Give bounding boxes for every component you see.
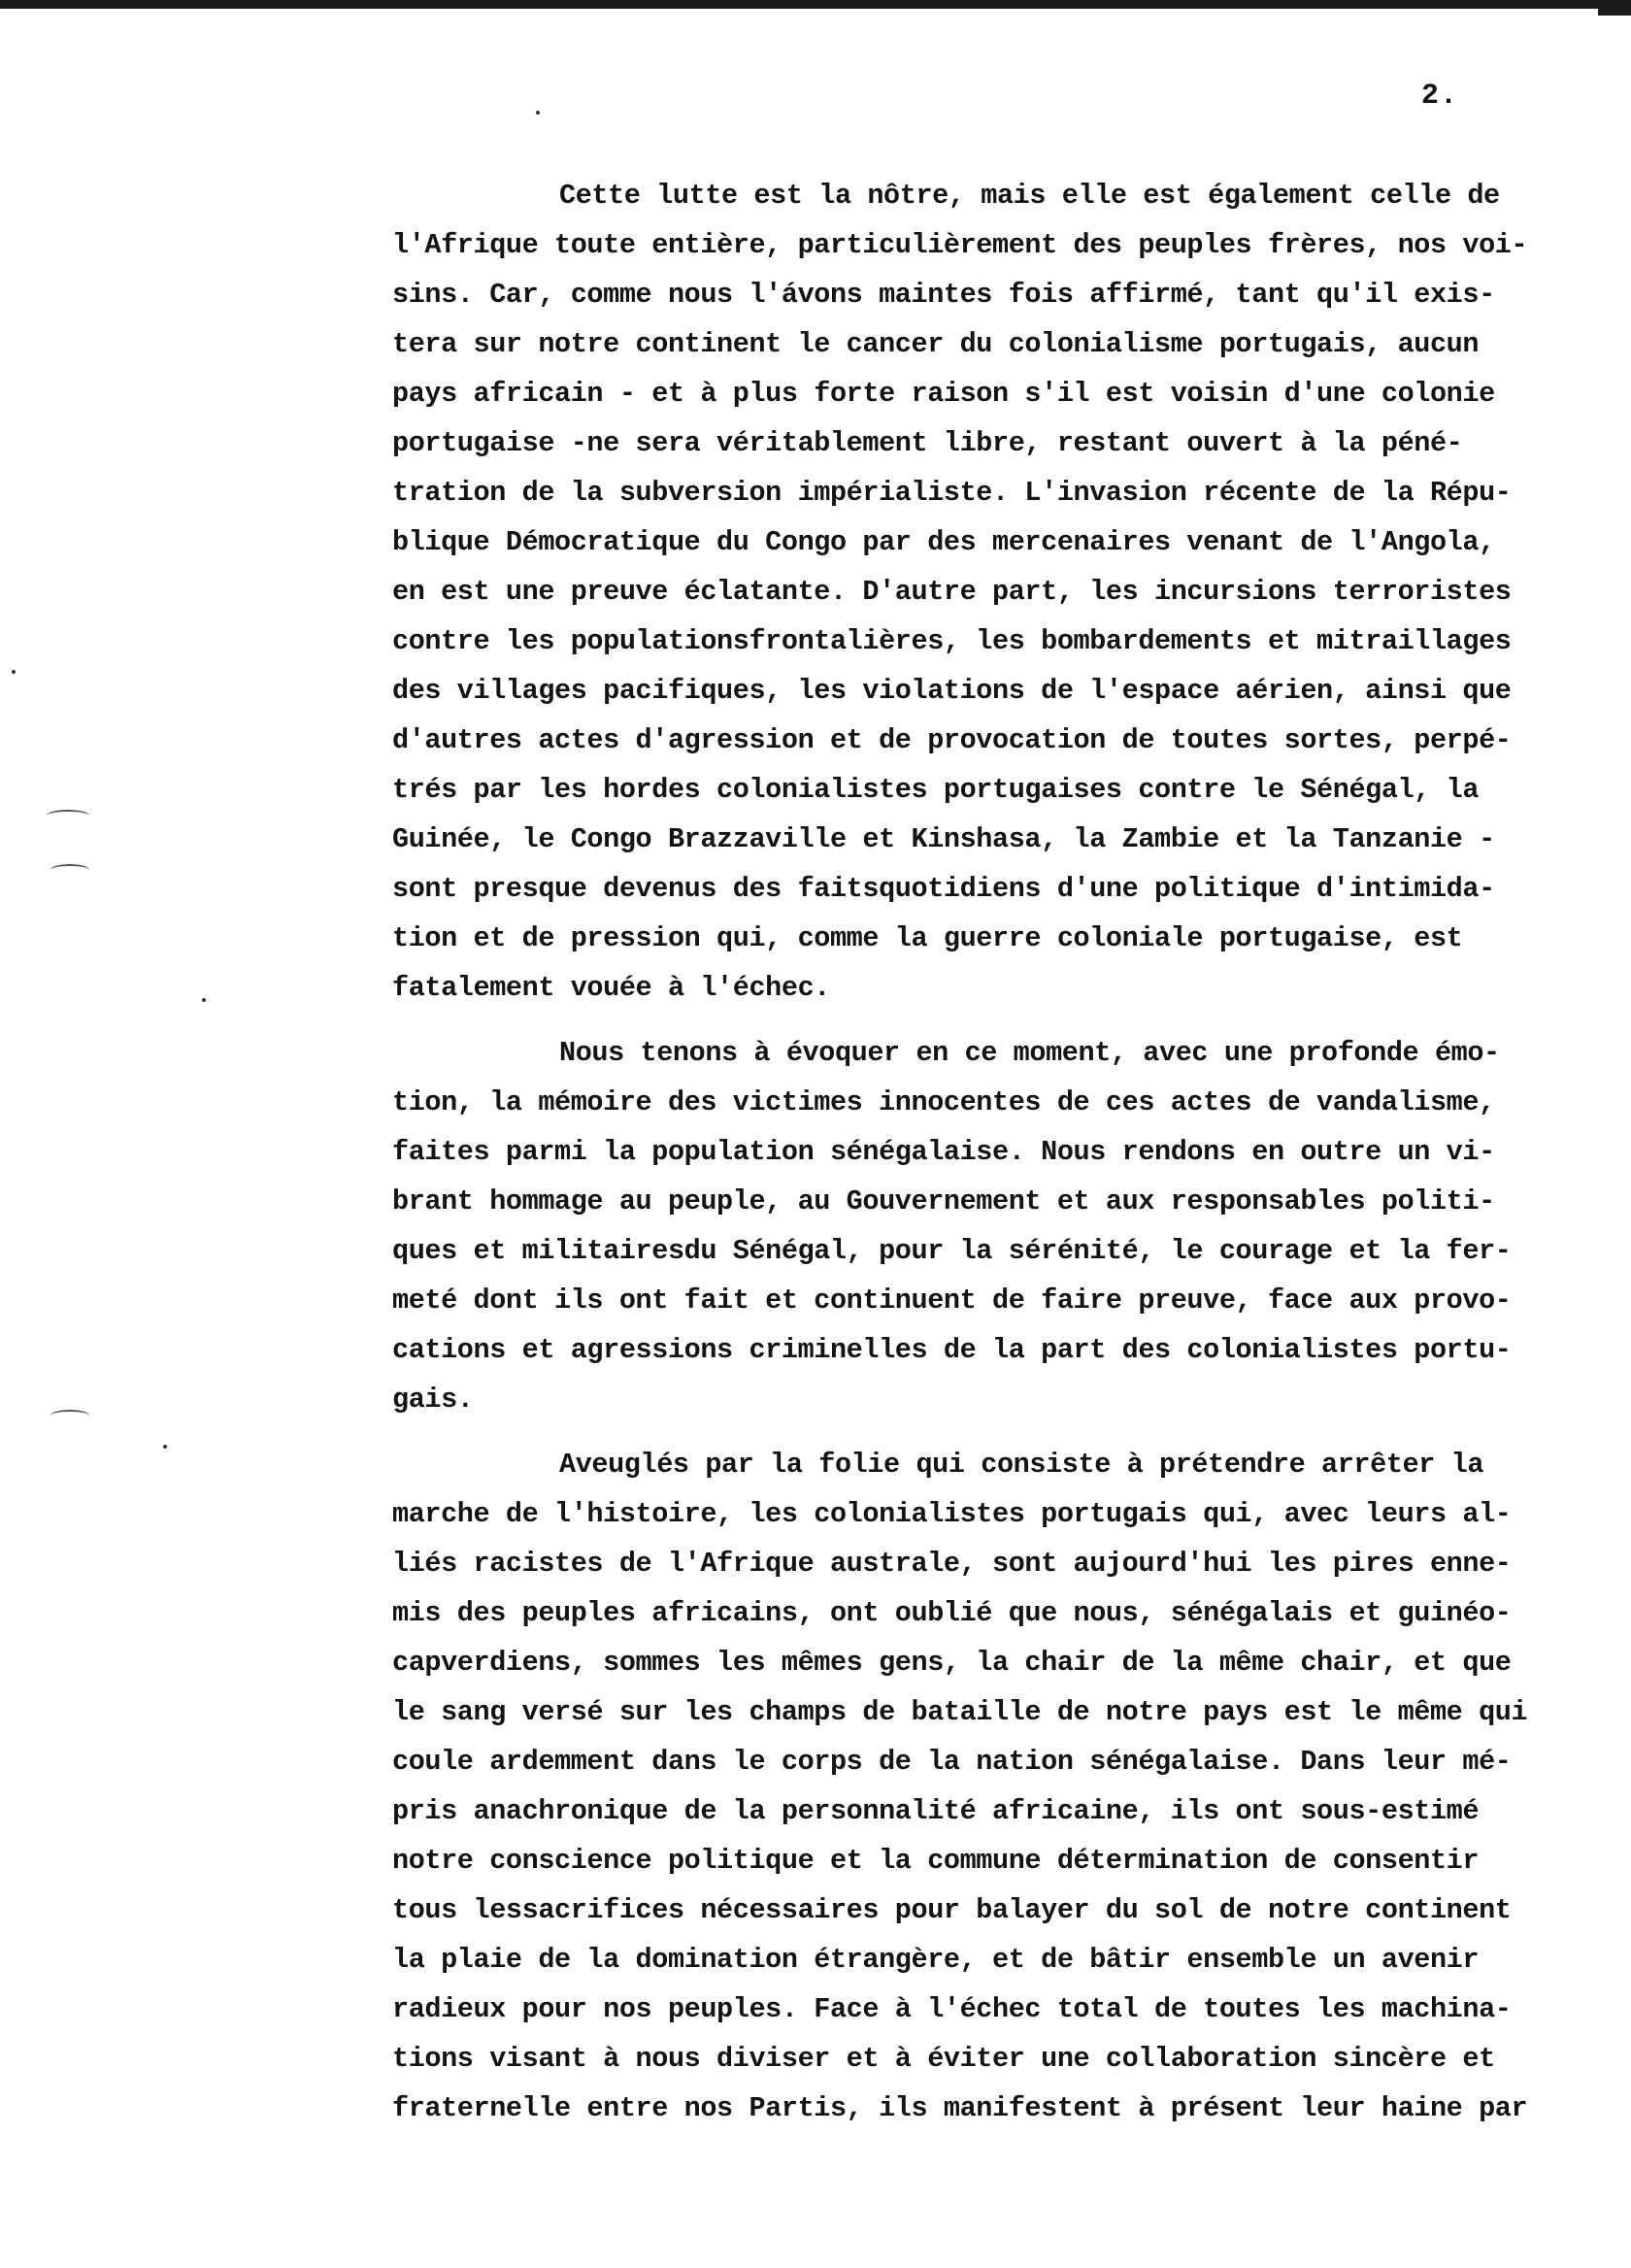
- text-line: Cette lutte est la nôtre, mais elle est également celle de: [559, 180, 1500, 212]
- text-line: portugaise -ne sera véritablement libre, restant ouvert à la péné-: [392, 427, 1463, 459]
- text-line: faites parmi la population sénégalaise. Nous rendons en outre un vi-: [392, 1136, 1495, 1168]
- text-line: tera sur notre continent le cancer du colonialisme portugais, aucun: [392, 328, 1480, 360]
- text-line: meté dont ils ont fait et continuent de faire preuve, face aux provo-: [392, 1284, 1512, 1317]
- text-line: coule ardemment dans le corps de la nation sénégalaise. Dans leur mé-: [392, 1746, 1512, 1778]
- text-line: cations et agressions criminelles de la part des colonialistes portu-: [392, 1334, 1512, 1366]
- margin-dot: [202, 998, 206, 1002]
- text-line: tous lessacrifices nécessaires pour balayer du sol de notre continent: [392, 1894, 1512, 1926]
- text-line: l'Afrique toute entière, particulièrement des peuples frères, nos voi-: [392, 229, 1528, 261]
- text-line: trés par les hordes colonialistes portugaises contre le Sénégal, la: [392, 774, 1480, 806]
- text-line: gais.: [392, 1384, 474, 1416]
- text-line: capverdiens, sommes les mêmes gens, la chair de la même chair, et que: [392, 1647, 1512, 1679]
- text-line: ques et militairesdu Sénégal, pour la sérénité, le courage et la fer-: [392, 1235, 1512, 1267]
- text-line: Nous tenons à évoquer en ce moment, avec une profonde émo-: [559, 1037, 1500, 1069]
- text-line: sont presque devenus des faitsquotidiens d'une politique d'intimida-: [392, 873, 1495, 905]
- margin-mark: [47, 810, 89, 821]
- text-line: mis des peuples africains, ont oublié que nous, sénégalais et guinéo-: [392, 1597, 1512, 1629]
- text-line: la plaie de la domination étrangère, et de bâtir ensemble un avenir: [392, 1944, 1480, 1976]
- text-line: radieux pour nos peuples. Face à l'échec total de toutes les machina-: [392, 1993, 1512, 2025]
- paragraph-3: [392, 1440, 1596, 2133]
- text-line: d'autres actes d'agression et de provocation de toutes sortes, perpé-: [392, 724, 1512, 756]
- text-line: tion, la mémoire des victimes innocentes de ces actes de vandalisme,: [392, 1086, 1495, 1118]
- paragraph-1: [392, 171, 1596, 1013]
- top-edge-mark: [1598, 0, 1631, 16]
- text-line: sins. Car, comme nous l'ávons maintes fois affirmé, tant qu'il exis-: [392, 279, 1495, 311]
- text-line: blique Démocratique du Congo par des mercenaires venant de l'Angola,: [392, 526, 1495, 558]
- text-line: Guinée, le Congo Brazzaville et Kinshasa, la Zambie et la Tanzanie -: [392, 823, 1495, 855]
- text-line: des villages pacifiques, les violations de l'espace aérien, ainsi que: [392, 675, 1512, 707]
- text-line: Aveuglés par la folie qui consiste à prétendre arrêter la: [559, 1449, 1484, 1481]
- text-line: tion et de pression qui, comme la guerre coloniale portugaise, est: [392, 922, 1463, 954]
- text-line: en est une preuve éclatante. D'autre part, les incursions terroristes: [392, 576, 1512, 608]
- paragraph-2: [392, 1028, 1596, 1424]
- text-line: brant hommage au peuple, au Gouvernement et aux responsables politi-: [392, 1185, 1495, 1217]
- text-line: fraternelle entre nos Partis, ils manifestent à présent leur haine par: [392, 2092, 1528, 2124]
- text-line: le sang versé sur les champs de bataille de notre pays est le même qui: [392, 1696, 1528, 1728]
- margin-dot: [536, 111, 540, 115]
- letter-body: [392, 171, 1596, 2133]
- margin-dot: [12, 670, 16, 674]
- margin-mark: [50, 1410, 89, 1421]
- text-line: tions visant à nous diviser et à éviter une collaboration sincère et: [392, 2043, 1495, 2075]
- text-line: fatalement vouée à l'échec.: [392, 972, 830, 1004]
- text-line: contre les populationsfrontalières, les bombardements et mitraillages: [392, 625, 1512, 657]
- text-line: liés racistes de l'Afrique australe, sont aujourd'hui les pires enne-: [392, 1548, 1512, 1580]
- text-line: tration de la subversion impérialiste. L'invasion récente de la Répu-: [392, 477, 1512, 509]
- margin-mark: [50, 864, 89, 876]
- page-number: 2.: [1421, 80, 1459, 113]
- text-line: pays africain - et à plus forte raison s'il est voisin d'une colonie: [392, 378, 1495, 410]
- text-line: pris anachronique de la personnalité africaine, ils ont sous-estimé: [392, 1795, 1480, 1827]
- margin-dot: [163, 1445, 167, 1449]
- text-line: marche de l'histoire, les colonialistes portugais qui, avec leurs al-: [392, 1498, 1512, 1530]
- text-line: notre conscience politique et la commune détermination de consentir: [392, 1845, 1480, 1877]
- top-edge-rule: [0, 0, 1631, 9]
